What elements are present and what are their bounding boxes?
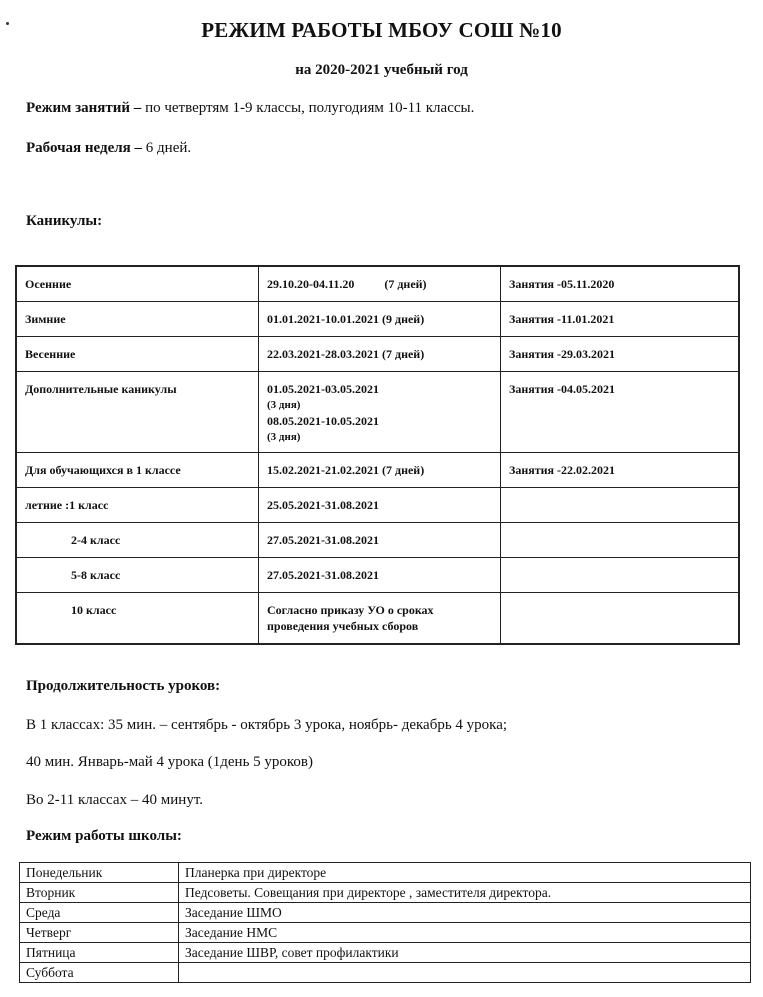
lessons-line-1: В 1 классах: 35 мин. – сентябрь - октябрь 3 урока, ноябрь- декабрь 4 урока; [26, 717, 508, 733]
activity: Планерка при директоре [179, 863, 751, 883]
holiday-period: 15.02.2021-21.02.2021 (7 дней) [259, 452, 501, 487]
table-row [16, 557, 739, 592]
school-schedule-table [19, 862, 751, 983]
holiday-name: Для обучающихся в 1 классе [16, 452, 259, 487]
weekday: Вторник [20, 883, 179, 903]
classes-resume: Занятия -04.05.2021 [501, 371, 740, 452]
table-row [20, 903, 751, 923]
work-week-label: Рабочая неделя – [26, 140, 143, 156]
lesson-mode-text: по четвертям 1-9 классы, полугодиям 10-11 классы. [141, 100, 475, 116]
lessons-heading: Продолжительность уроков: [26, 678, 221, 694]
lessons-line-3: Во 2-11 классах – 40 минут. [26, 792, 204, 808]
table-row [16, 522, 739, 557]
holiday-period: 22.03.2021-28.03.2021 (7 дней) [259, 336, 501, 371]
classes-resume [501, 522, 740, 557]
holiday-period: 01.01.2021-10.01.2021 (9 дней) [259, 301, 501, 336]
holiday-name: 5-8 класс [16, 557, 259, 592]
holiday-period-2: 08.05.2021-10.05.2021 [267, 413, 379, 428]
work-week-line [26, 140, 191, 157]
lessons-line-2: 40 мин. Январь-май 4 урока (1день 5 уроков) [26, 754, 314, 770]
holiday-period: 27.05.2021-31.08.2021 [259, 522, 501, 557]
document-subtitle: на 2020-2021 учебный год [295, 62, 468, 78]
holiday-name: 2-4 класс [16, 522, 259, 557]
table-row [16, 592, 739, 644]
weekday: Понедельник [20, 863, 179, 883]
weekday: Четверг [20, 923, 179, 943]
classes-resume [501, 557, 740, 592]
work-week-text: 6 дней. [142, 140, 192, 156]
holiday-name: Осенние [16, 266, 259, 301]
lesson-mode-label: Режим занятий – [26, 100, 142, 116]
holiday-name: летние :1 класс [16, 487, 259, 522]
table-row [16, 371, 739, 452]
activity: Заседание НМС [179, 923, 751, 943]
table-row [20, 943, 751, 963]
classes-resume: Занятия -29.03.2021 [501, 336, 740, 371]
holidays-heading: Каникулы: [26, 213, 103, 229]
table-row [16, 452, 739, 487]
holiday-name: Дополнительные каникулы [16, 371, 259, 452]
classes-resume: Занятия -05.11.2020 [501, 266, 740, 301]
classes-resume: Занятия -11.01.2021 [501, 301, 740, 336]
holiday-period-1: 01.05.2021-03.05.2021 [267, 381, 379, 396]
table-row [16, 301, 739, 336]
weekday: Среда [20, 903, 179, 923]
holiday-name: Зимние [16, 301, 259, 336]
school-heading: Режим работы школы: [26, 828, 182, 844]
holiday-name: 10 класс [16, 592, 259, 644]
table-row [16, 487, 739, 522]
holiday-period-1-days: (3 дня) [267, 398, 301, 411]
holiday-period: 27.05.2021-31.08.2021 [259, 557, 501, 592]
table-row [20, 923, 751, 943]
activity: Заседание ШМО [179, 903, 751, 923]
holiday-period: 25.05.2021-31.08.2021 [259, 487, 501, 522]
holidays-table [15, 265, 740, 645]
holiday-period-2-days: (3 дня) [267, 430, 301, 443]
activity: Педсоветы. Совещания при директоре , заместителя директора. [179, 883, 751, 903]
weekday: Пятница [20, 943, 179, 963]
activity [179, 963, 751, 983]
table-row [20, 863, 751, 883]
classes-resume [501, 592, 740, 644]
table-row [20, 883, 751, 903]
holiday-name: Весенние [16, 336, 259, 371]
holiday-period: Согласно приказу УО о сроках проведения учебных сборов [259, 592, 501, 644]
activity: Заседание ШВР, совет профилактики [179, 943, 751, 963]
holiday-period-multi [259, 371, 501, 452]
classes-resume [501, 487, 740, 522]
table-row [20, 963, 751, 983]
weekday: Суббота [20, 963, 179, 983]
lesson-mode-line [26, 100, 474, 117]
document-title: РЕЖИМ РАБОТЫ МБОУ СОШ №10 [201, 18, 562, 42]
holiday-period: 29.10.20-04.11.20 (7 дней) [259, 266, 501, 301]
classes-resume: Занятия -22.02.2021 [501, 452, 740, 487]
table-row [16, 336, 739, 371]
table-row [16, 266, 739, 301]
